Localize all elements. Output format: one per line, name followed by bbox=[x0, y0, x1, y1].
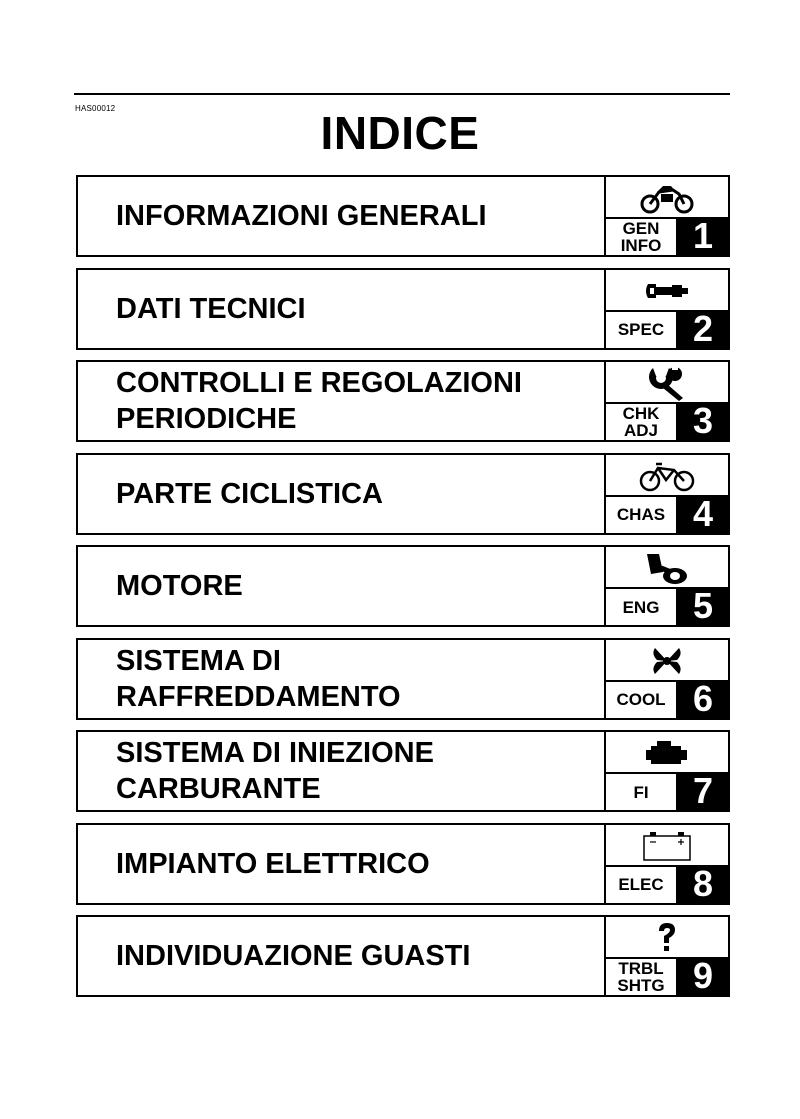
section-number: 6 bbox=[678, 680, 728, 718]
section-number: 5 bbox=[678, 587, 728, 625]
toc-row-chassis[interactable] bbox=[76, 453, 730, 535]
section-number: 2 bbox=[678, 310, 728, 348]
toc-row-periodic-checks[interactable] bbox=[76, 360, 730, 442]
motorcycle-icon bbox=[606, 177, 728, 219]
section-label: DATI TECNICI bbox=[116, 292, 306, 325]
section-code: SPEC bbox=[606, 310, 678, 348]
page-title: INDICE bbox=[320, 107, 480, 159]
section-label: INDIVIDUAZIONE GUASTI bbox=[116, 940, 471, 972]
section-code-text: TRBL SHTG bbox=[617, 959, 665, 995]
document-code: HAS00012 bbox=[75, 104, 116, 113]
section-code: ELEC bbox=[606, 865, 678, 903]
question-icon bbox=[606, 917, 728, 959]
section-code bbox=[606, 217, 678, 255]
section-tab bbox=[604, 640, 728, 718]
section-code bbox=[606, 402, 678, 440]
section-tab bbox=[604, 547, 728, 625]
toc-row-general-info[interactable] bbox=[76, 175, 730, 257]
section-number: 9 bbox=[678, 957, 728, 995]
section-number: 8 bbox=[678, 865, 728, 903]
section-number: 4 bbox=[678, 495, 728, 533]
section-code-text: CHK ADJ bbox=[622, 404, 660, 440]
chassis-icon bbox=[606, 455, 728, 497]
section-code: FI bbox=[606, 772, 678, 810]
section-code bbox=[606, 957, 678, 995]
section-label: SISTEMA DI RAFFREDDAMENTO bbox=[116, 644, 401, 713]
section-code: ENG bbox=[606, 587, 678, 625]
section-tab bbox=[604, 177, 728, 255]
fan-icon bbox=[606, 640, 728, 682]
toc-row-engine[interactable] bbox=[76, 545, 730, 627]
section-code-text: GEN INFO bbox=[620, 219, 662, 255]
section-tab bbox=[604, 362, 728, 440]
section-label: MOTORE bbox=[116, 570, 243, 602]
toc-row-specifications[interactable] bbox=[76, 268, 730, 350]
section-code: COOL bbox=[606, 680, 678, 718]
section-tab bbox=[604, 825, 728, 903]
piston-icon bbox=[606, 547, 728, 589]
section-tab bbox=[604, 732, 728, 810]
table-of-contents bbox=[76, 175, 730, 1008]
section-label: IMPIANTO ELETTRICO bbox=[116, 847, 430, 880]
toc-row-cooling[interactable] bbox=[76, 638, 730, 720]
section-number: 7 bbox=[678, 772, 728, 810]
engine-icon bbox=[606, 732, 728, 774]
caliper-icon bbox=[606, 270, 728, 312]
top-rule bbox=[74, 93, 730, 95]
section-tab bbox=[604, 455, 728, 533]
battery-icon bbox=[606, 825, 728, 867]
section-label: INFORMAZIONI GENERALI bbox=[116, 200, 487, 232]
section-tab bbox=[604, 270, 728, 348]
toc-row-electrical[interactable] bbox=[76, 823, 730, 905]
section-label: PARTE CICLISTICA bbox=[116, 477, 383, 510]
section-label: CONTROLLI E REGOLAZIONI PERIODICHE bbox=[116, 367, 522, 435]
section-number: 1 bbox=[678, 217, 728, 255]
toc-row-fuel-injection[interactable] bbox=[76, 730, 730, 812]
section-code: CHAS bbox=[606, 495, 678, 533]
toc-row-troubleshooting[interactable] bbox=[76, 915, 730, 997]
section-tab bbox=[604, 917, 728, 995]
wrench-icon bbox=[606, 362, 728, 404]
section-number: 3 bbox=[678, 402, 728, 440]
section-label: SISTEMA DI INIEZIONE CARBURANTE bbox=[116, 737, 434, 805]
